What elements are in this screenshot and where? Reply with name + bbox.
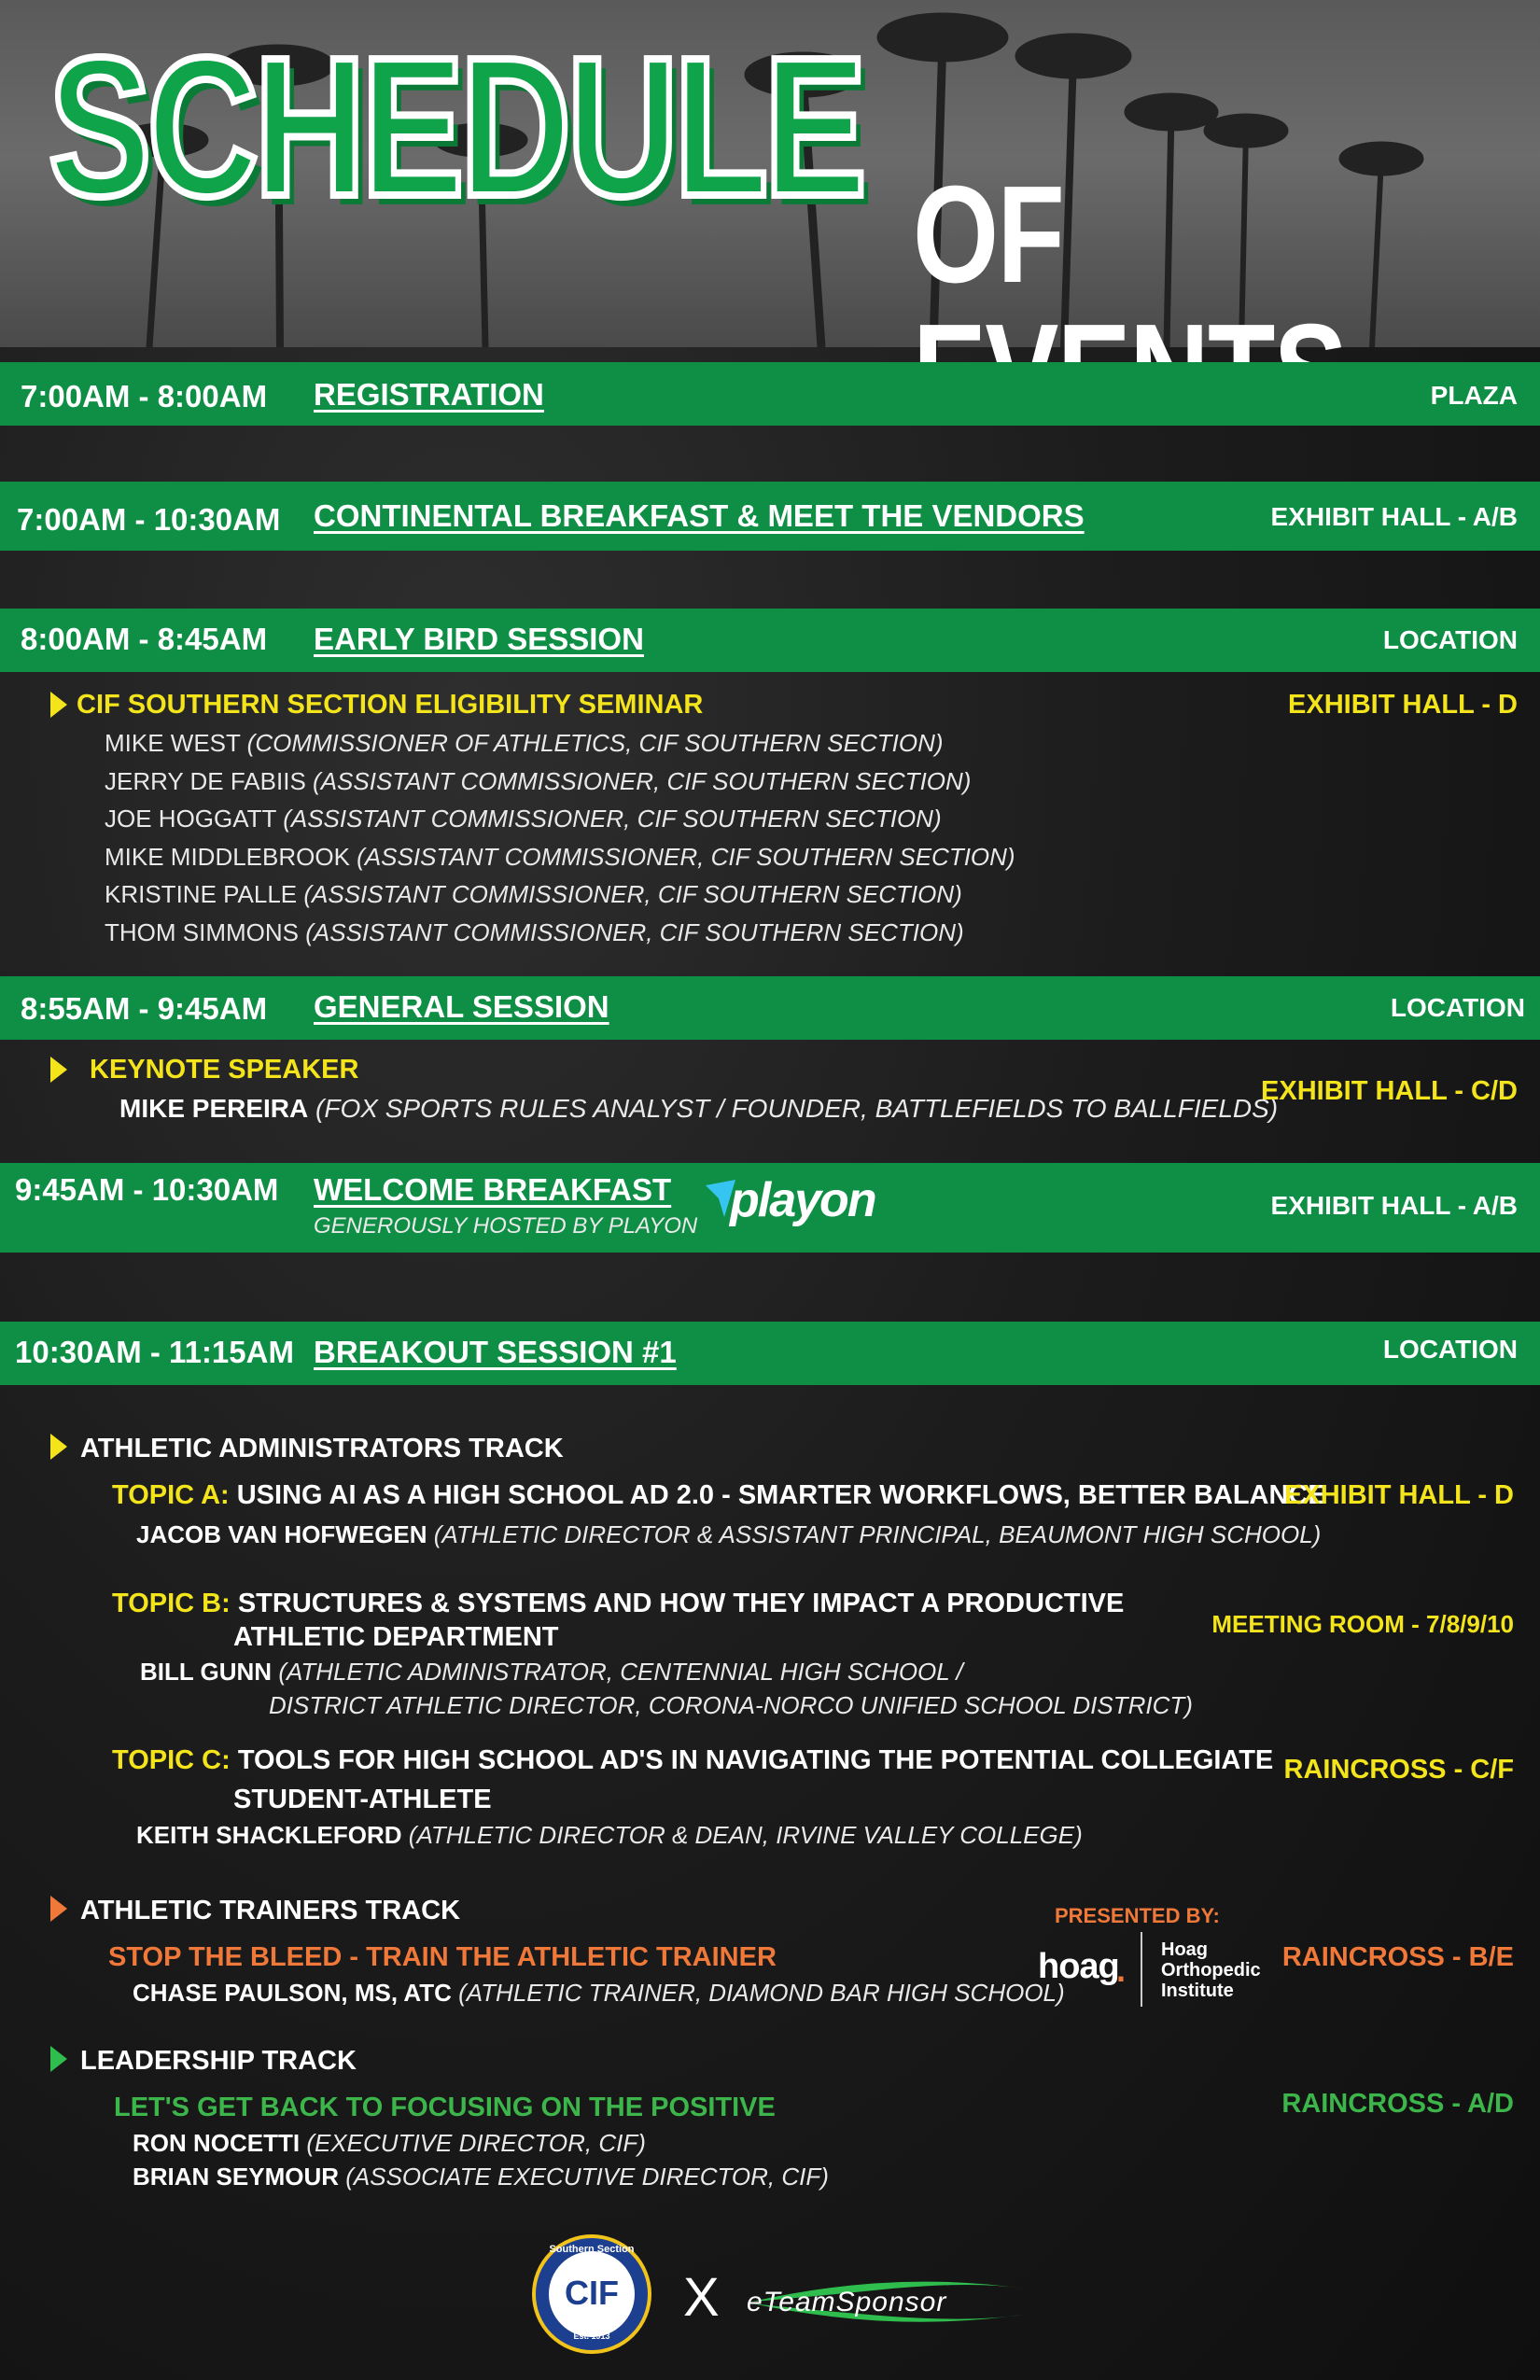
- topic-b-speaker: BILL GUNN (ATHLETIC ADMINISTRATOR, CENTENNIAL HIGH SCHOOL /: [140, 1658, 963, 1686]
- event-title: BREAKOUT SESSION #1: [314, 1335, 677, 1369]
- track-title-admin: ATHLETIC ADMINISTRATORS TRACK: [80, 1434, 564, 1463]
- event-title: GENERAL SESSION: [314, 989, 609, 1024]
- speaker-line: MIKE MIDDLEBROOK (ASSISTANT COMMISSIONER, CIF SOUTHERN SECTION): [105, 843, 1015, 871]
- event-time: 8:00AM - 8:45AM: [21, 622, 268, 656]
- seminar-location: EXHIBIT HALL - D: [1288, 690, 1518, 720]
- speaker-line: JERRY DE FABIIS (ASSISTANT COMMISSIONER, CIF SOUTHERN SECTION): [105, 767, 972, 795]
- arrow-icon: [50, 1896, 67, 1922]
- event-time: 7:00AM - 10:30AM: [17, 502, 281, 537]
- arrow-icon: [50, 1434, 67, 1460]
- arrow-icon: [50, 2046, 67, 2072]
- event-title: EARLY BIRD SESSION: [314, 622, 644, 656]
- topic-c-speaker: KEITH SHACKLEFORD (ATHLETIC DIRECTOR & DEAN, IRVINE VALLEY COLLEGE): [136, 1821, 1083, 1849]
- topic-c-title: TOPIC C: TOOLS FOR HIGH SCHOOL AD'S IN NAVIGATING THE POTENTIAL COLLEGIATE: [112, 1745, 1274, 1775]
- title-of-events: OF: [913, 158, 1064, 312]
- event-band-breakout: [0, 1322, 1540, 1385]
- event-location: LOCATION: [1390, 993, 1525, 1022]
- event-band-general-session: [0, 976, 1540, 1040]
- topic-b-title-line2: ATHLETIC DEPARTMENT: [233, 1622, 559, 1652]
- topic-a-title: TOPIC A: USING AI AS A HIGH SCHOOL AD 2.0 - SMARTER WORKFLOWS, BETTER BALANCE: [112, 1480, 1326, 1510]
- topic-b-speaker-role-line2: DISTRICT ATHLETIC DIRECTOR, CORONA-NORCO UNIFIED SCHOOL DISTRICT): [269, 1691, 1193, 1719]
- event-title: REGISTRATION: [314, 377, 544, 412]
- event-band-breakfast: [0, 482, 1540, 551]
- event-time: 9:45AM - 10:30AM: [15, 1172, 279, 1207]
- cif-southern-section-logo: Southern Section CIF Est. 1913: [532, 2234, 651, 2354]
- trainers-session-title: STOP THE BLEED - TRAIN THE ATHLETIC TRAINER: [108, 1942, 777, 1972]
- topic-b-location: MEETING ROOM - 7/8/9/10: [1211, 1610, 1514, 1638]
- topic-b-title: TOPIC B: STRUCTURES & SYSTEMS AND HOW THEY IMPACT A PRODUCTIVE: [112, 1589, 1125, 1618]
- arrow-icon: [50, 1057, 67, 1083]
- seminar-title: CIF SOUTHERN SECTION ELIGIBILITY SEMINAR: [77, 690, 704, 720]
- keynote-location: EXHIBIT HALL - C/D: [1261, 1076, 1518, 1106]
- trainers-speaker: CHASE PAULSON, MS, ATC (ATHLETIC TRAINER, DIAMOND BAR HIGH SCHOOL): [133, 1979, 1065, 2007]
- event-location: EXHIBIT HALL - A/B: [1270, 1191, 1518, 1220]
- keynote-label: KEYNOTE SPEAKER: [90, 1055, 359, 1085]
- track-title-trainers: ATHLETIC TRAINERS TRACK: [80, 1896, 461, 1925]
- event-location: LOCATION: [1382, 1335, 1518, 1364]
- topic-a-location: EXHIBIT HALL - D: [1284, 1480, 1514, 1510]
- event-band-registration: [0, 362, 1540, 426]
- hero-banner: [0, 0, 1540, 347]
- speaker-line: JOE HOGGATT (ASSISTANT COMMISSIONER, CIF SOUTHERN SECTION): [105, 805, 942, 833]
- topic-c-title-line2: STUDENT-ATHLETE: [233, 1785, 492, 1814]
- event-band-early-bird: [0, 609, 1540, 672]
- event-band-welcome-breakfast: 9:45AM - 10:30AM WELCOME BREAKFAST GENEROUSLY HOSTED BY PLAYON playon EXHIBIT HALL - A/B: [0, 1163, 1540, 1253]
- collab-x: X: [683, 2267, 720, 2328]
- trainers-location: RAINCROSS - B/E: [1281, 1942, 1514, 1972]
- speaker-line: THOM SIMMONS (ASSISTANT COMMISSIONER, CIF SOUTHERN SECTION): [105, 918, 964, 946]
- keynote-speaker: MIKE PEREIRA (FOX SPORTS RULES ANALYST / FOUNDER, BATTLEFIELDS TO BALLFIELDS): [119, 1094, 1279, 1123]
- event-title: CONTINENTAL BREAKFAST & MEET THE VENDORS: [314, 498, 1085, 533]
- event-note: GENEROUSLY HOSTED BY PLAYON: [314, 1213, 698, 1239]
- speaker-line: MIKE WEST (COMMISSIONER OF ATHLETICS, CIF SOUTHERN SECTION): [105, 729, 944, 757]
- event-location: LOCATION: [1382, 625, 1518, 654]
- event-location: PLAZA: [1430, 381, 1518, 410]
- track-title-leadership: LEADERSHIP TRACK: [80, 2046, 357, 2076]
- speaker-line: KRISTINE PALLE (ASSISTANT COMMISSIONER, CIF SOUTHERN SECTION): [105, 880, 962, 908]
- topic-a-speaker: JACOB VAN HOFWEGEN (ATHLETIC DIRECTOR & ASSISTANT PRINCIPAL, BEAUMONT HIGH SCHOOL): [136, 1520, 1322, 1548]
- leadership-session-title: LET'S GET BACK TO FOCUSING ON THE POSITIVE: [114, 2093, 776, 2122]
- event-time: 10:30AM - 11:15AM: [15, 1335, 294, 1369]
- leadership-location: RAINCROSS - A/D: [1281, 2089, 1514, 2119]
- leadership-speaker: RON NOCETTI (EXECUTIVE DIRECTOR, CIF): [133, 2129, 646, 2157]
- event-location: EXHIBIT HALL - A/B: [1270, 502, 1518, 531]
- eteamsponsor-logo: eTeamSponsor: [743, 2275, 1042, 2328]
- event-time: 7:00AM - 8:00AM: [21, 379, 268, 413]
- hoag-logo: hoag . Hoag Orthopedic Institute: [1038, 1930, 1262, 2009]
- presented-by-label: PRESENTED BY:: [1055, 1904, 1220, 1927]
- event-title: WELCOME BREAKFAST: [314, 1172, 672, 1207]
- event-time: 8:55AM - 9:45AM: [21, 991, 268, 1026]
- leadership-speaker: BRIAN SEYMOUR (ASSOCIATE EXECUTIVE DIRECTOR, CIF): [133, 2163, 829, 2191]
- title-schedule: SCHEDULE: [49, 16, 863, 237]
- topic-c-location: RAINCROSS - C/F: [1283, 1755, 1514, 1785]
- arrow-icon: [50, 692, 67, 718]
